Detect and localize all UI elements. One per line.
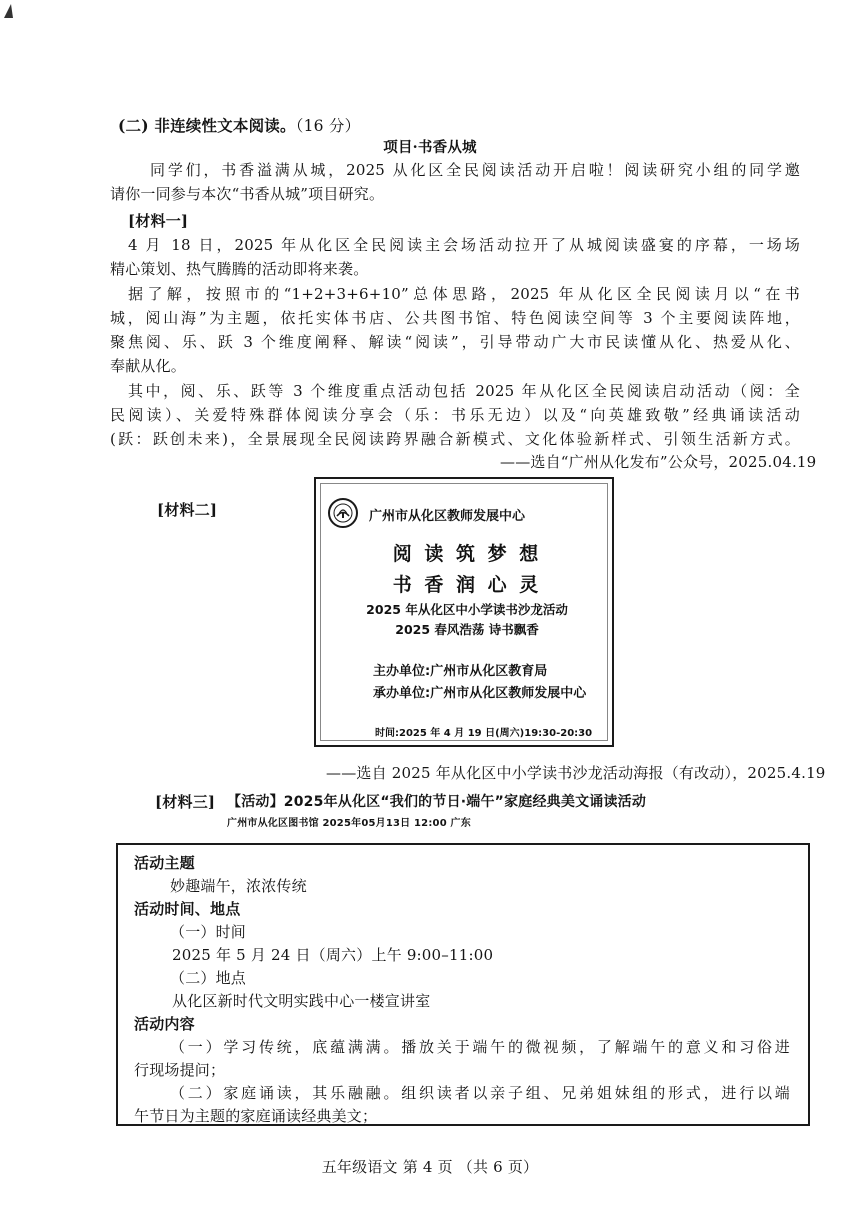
activity-place-label: （二）地点	[170, 969, 247, 987]
activity-content-2a: （二）家庭诵读，其乐融融。组织读者以亲子组、兄弟姐妹组的形式，进行以端	[170, 1084, 790, 1102]
material1-line-6: 奉献从化。	[110, 357, 187, 375]
activity-time-value: 2025 年 5 月 24 日（周六）上午 9:00–11:00	[172, 946, 494, 964]
activity-time-place-heading: 活动时间、地点	[134, 900, 241, 918]
material2-label: [材料二]	[157, 501, 218, 519]
activity-content-2b: 午节日为主题的家庭诵读经典美文；	[134, 1107, 378, 1125]
intro-line-2: 请你一同参与本次“书香从城”项目研究。	[110, 185, 385, 203]
material1-line-2: 精心策划、热气腾腾的活动即将来袭。	[110, 260, 369, 278]
material1-line-4: 城，阅山海”为主题，依托实体书店、公共图书馆、特色阅读空间等 3 个主要阅读阵地，	[110, 309, 800, 327]
material3-headline: 【活动】2025年从化区“我们的节日·端午”家庭经典美文诵读活动	[227, 794, 647, 810]
activity-theme-heading: 活动主题	[134, 854, 195, 872]
section-score: （16 分）	[295, 117, 361, 135]
poster-title-line-1: 阅 读 筑 梦 想	[392, 543, 542, 565]
activity-content-heading: 活动内容	[134, 1015, 195, 1033]
poster-time: 时间:2025 年 4 月 19 日(周六)19:30-20:30	[375, 728, 593, 739]
intro-line-1: 同学们，书香溢满从城，2025 从化区全民阅读活动开启啦！阅读研究小组的同学邀	[150, 161, 800, 179]
activity-box	[116, 843, 810, 1126]
poster-subtitle-1: 2025 年从化区中小学读书沙龙活动	[366, 602, 568, 617]
poster-subtitle-2: 2025 春风浩荡 诗书飘香	[395, 622, 539, 637]
poster-org: 广州市从化区教师发展中心	[369, 509, 526, 524]
material1-line-9: (跃：跃创未来)，全景展现全民阅读跨界融合新模式、文化体验新样式、引领生活新方式。	[110, 430, 800, 448]
poster-inner-frame	[320, 483, 608, 741]
material1-line-3: 据了解，按照市的“1+2+3+6+10”总体思路，2025 年从化区全民阅读月以“在书	[128, 285, 800, 303]
section-heading	[118, 116, 360, 136]
activity-content-1b: 行现场提问；	[134, 1061, 226, 1079]
activity-content-1a: （一）学习传统，底蕴满满。播放关于端午的微视频，了解端午的意义和习俗进	[170, 1038, 790, 1056]
page-footer: 五年级语文 第 4 页 （共 6 页）	[321, 1158, 539, 1176]
material1-line-7: 其中，阅、乐、跃等 3 个维度重点活动包括 2025 年从化区全民阅读启动活动（阅：全	[128, 382, 800, 400]
reading-salon-poster	[314, 477, 614, 747]
poster-host: 主办单位:广州市从化区教育局	[373, 664, 548, 679]
section-title: (二) 非连续性文本阅读。	[118, 116, 296, 135]
project-title: 项目·书香从城	[383, 139, 477, 156]
activity-time-label: （一）时间	[170, 923, 247, 941]
material1-line-8: 民阅读）、关爱特殊群体阅读分享会（乐：书乐无边）以及“向英雄致敬”经典诵读活动	[110, 406, 800, 424]
education-center-logo-icon	[328, 498, 358, 528]
poster-title-line-2: 书 香 润 心 灵	[392, 574, 542, 596]
poster-co-host: 承办单位:广州市从化区教师发展中心	[373, 686, 587, 701]
activity-place-value: 从化区新时代文明实践中心一楼宣讲室	[172, 992, 431, 1010]
material3-label: [材料三]	[155, 793, 216, 811]
material1-source: ——选自“广州从化发布”公众号，2025.04.19	[500, 453, 817, 471]
activity-theme: 妙趣端午，浓浓传统	[170, 877, 307, 895]
material1-line-5: 聚焦阅、乐、跃 3 个维度阐释、解读“阅读”，引导带动广大市民读懂从化、热爱从化、	[110, 333, 800, 351]
material1-line-1: 4 月 18 日，2025 年从化区全民阅读主会场活动拉开了从城阅读盛宴的序幕，一场场	[128, 236, 800, 254]
material1-label: [材料一]	[128, 212, 189, 230]
material3-meta: 广州市从化区图书馆 2025年05月13日 12:00 广东	[227, 818, 471, 829]
material2-source: ——选自 2025 年从化区中小学读书沙龙活动海报（有改动），2025.4.19	[326, 764, 826, 782]
scan-corner-mark	[4, 4, 13, 18]
